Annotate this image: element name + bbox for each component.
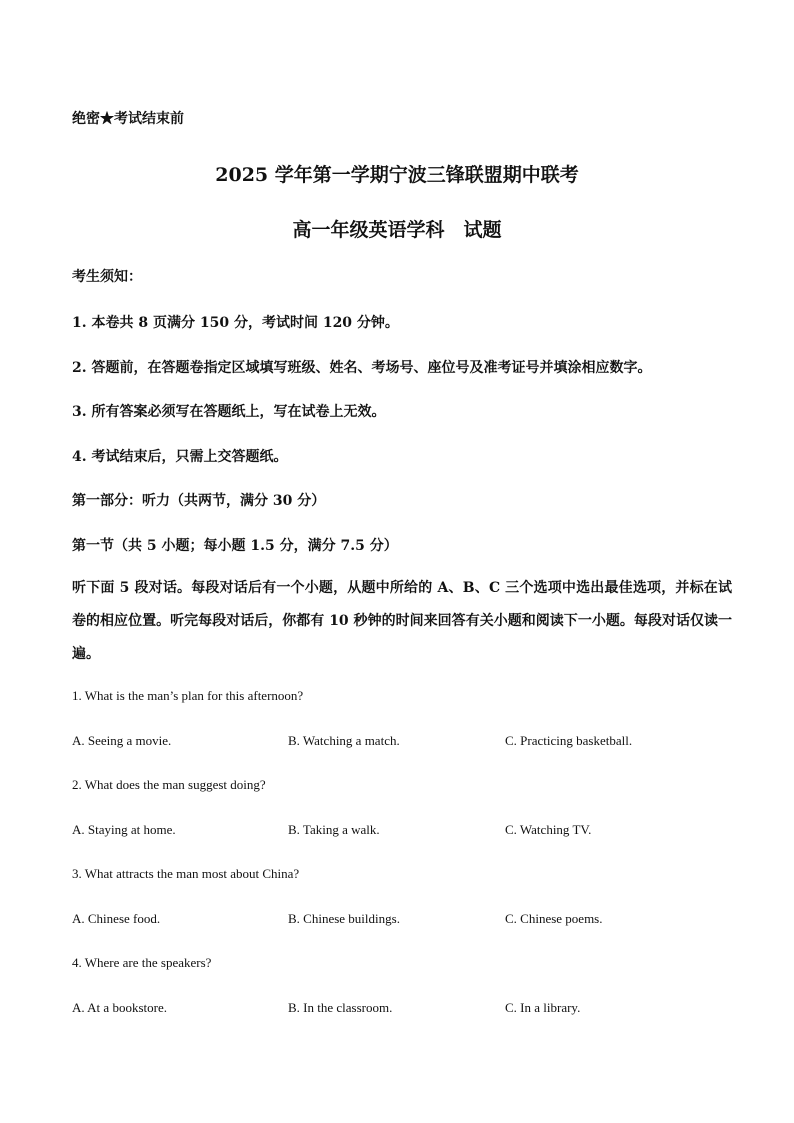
option-a: A. Chinese food. [72,911,161,926]
option-b: B. Watching a match. [288,733,400,748]
exam-title: 2025 学年第一学期宁波三锋联盟期中联考 [215,164,579,186]
part-heading: 第一部分：听力（共两节，满分 30 分） [72,493,326,509]
question-text: 2. What does the man suggest doing? [72,777,266,792]
option-c: C. Watching TV. [505,822,592,837]
option-c: C. Chinese poems. [505,911,603,926]
option-b: B. Taking a walk. [288,822,380,837]
notice-item: 3. 所有答案必须写在答题纸上，写在试卷上无效。 [72,404,386,420]
option-b: B. Chinese buildings. [288,911,400,926]
option-a: A. Seeing a movie. [72,733,172,748]
notice-heading: 考生须知： [72,269,142,285]
exam-subtitle: 高一年级英语学科 试题 [292,219,502,241]
confidential-label: 绝密★考试结束前 [72,111,184,127]
question-text: 4. Where are the speakers? [72,955,212,970]
question-text: 3. What attracts the man most about China? [72,866,300,881]
option-a: A. At a bookstore. [72,1000,167,1015]
notice-item: 1. 本卷共 8 页满分 150 分，考试时间 120 分钟。 [72,315,399,331]
listening-instructions: 听下面 5 段对话。每段对话后有一个小题，从题中所给的 A、B、C 三个选项中选出最佳选项，并标在试卷的相应位置。听完每段对话后，你都有 10 秒钟的时间来回答有关小题和阅读下一小题。每段对话仅读一遍。 [72,580,732,662]
option-c: C. Practicing basketball. [505,733,633,748]
question-text: 1. What is the man’s plan for this afternoon? [72,688,304,703]
option-c: C. In a library. [505,1000,581,1015]
notice-item: 4. 考试结束后，只需上交答题纸。 [72,449,288,465]
option-b: B. In the classroom. [288,1000,393,1015]
section-heading: 第一节（共 5 小题；每小题 1.5 分，满分 7.5 分） [72,538,398,554]
option-a: A. Staying at home. [72,822,176,837]
notice-item: 2. 答题前，在答题卷指定区域填写班级、姓名、考场号、座位号及准考证号并填涂相应数字。 [72,360,652,376]
